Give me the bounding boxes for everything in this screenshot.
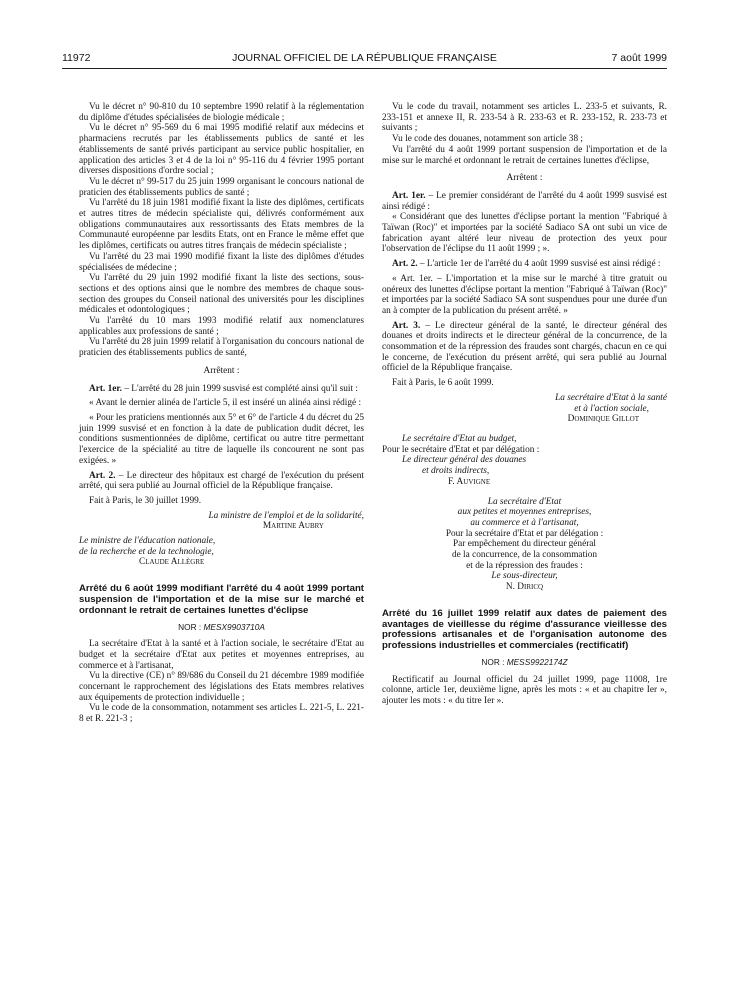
article-2 [79,471,364,492]
left-column [79,102,364,725]
rectificatif-text: Rectificatif au Journal officiel du 24 juillet 1999, page 11008, 1re colonne, article 1er, deuxième ligne, après les mots : « et au chapitre Ier », ajouter les mots : « du titre Ier ». [382,674,667,707]
delegation-line: Pour la secrétaire d'Etat et par délégation : [445,528,604,539]
visa: Vu le décret n° 99-517 du 25 juin 1999 organisant le concours national de praticien des établissements publics de santé ; [79,176,364,198]
article-text: – Le premier considérant de l'arrêté du 4 août 1999 susvisé est ainsi rédigé : [382,190,667,212]
delegation-line: Pour le secrétaire d'Etat et par délégation : [382,444,540,455]
article-quote: « Pour les praticiens mentionnés aux 5° et 6° de l'article 4 du décret du 25 juin 1999 susvisé et en fonction à la date de publication dudit décret, les conditions susmentionnées de diplôme, certificat ou autre titre permettant l'exercice de la spécialité au titre de laquelle ils concourent ne sont pas exigées. » [79,412,364,466]
signatory-name: N. Diricq [505,582,544,593]
article-quote: « Avant le dernier alinéa de l'article 5, il est inséré un alinéa ainsi rédigé : [89,398,362,409]
journal-title: JOURNAL OFFICIEL DE LA RÉPUBLIQUE FRANÇAISE [232,52,497,64]
article-1 [79,384,364,395]
visa: Vu l'arrêté du 23 mai 1990 modifié fixant la liste des diplômes d'études spécialisées de médecine ; [79,251,364,273]
delegation-line: Par empêchement du directeur général [453,539,596,550]
decree-intro: La secrétaire d'Etat à la santé et à l'action sociale, le secrétaire d'Etat au budget et la secrétaire d'Etat aux petites et moyennes entreprises, au commerce et à l'artisanat, [79,639,364,671]
arretent-heading: Arrêtent : [203,365,240,376]
article-text: – Le directeur des hôpitaux est chargé de l'exécution du présent arrêté, qui sera publié au Journal officiel de la République française. [79,470,364,492]
article-quote: « Considérant que des lunettes d'éclipse portant la mention "Fabriqué à Taïwan (Roc)" et importées par la société Sadiaco SA ont subi un vice de fabrication ayant altéré leur niveau de protection des yeux pour l'observation de l'éclipse du 11 août 1999 ; ». [382,212,667,255]
article-label: Art. 3. [392,320,421,331]
arretent-heading: Arrêtent : [506,173,543,184]
signatory-title: et droits indirects, [422,466,490,477]
signatory-title: La secrétaire d'Etat à la santé [555,392,667,403]
signatory-title: La ministre de l'emploi et de la solidarité, [208,510,364,521]
page-number: 11972 [62,52,91,64]
article-2 [382,259,667,270]
nor-code: MESX9903710A [203,621,265,632]
delegation-line: de la concurrence, de la consommation [451,550,598,561]
header-rule [62,68,667,69]
article-label: Art. 2. [89,470,116,481]
visa: Vu l'arrêté du 18 juin 1981 modifié fixant la liste des diplômes, certificats et autres titres de médecin spécialiste qui, délivrés conformément aux obligations communautaires aux ressortissants des Etats membres de la Communauté européenne par lesdits Etats, ont en France le même effet que les diplômes, certificats ou autres titres français de médecin spécialiste ; [79,198,364,252]
visa: Vu le code du travail, notamment ses articles L. 233-5 et suivants, R. 233-151 et annexe II, R. 233-54 à R. 233-63 et R. 233-152, R. 233-73 et suivants ; [382,102,667,134]
decree-title: Arrêté du 16 juillet 1999 relatif aux dates de paiement des avantages de vieillesse du régime d'assurance vieillesse des professions artisanales et de l'organisation autonome des professions industrielles et commerciales (rectificatif) [382,607,667,652]
decree-title: Arrêté du 6 août 1999 modifiant l'arrêté du 4 août 1999 portant suspension de l'importation et de la mise sur le marché et ordonnant le retrait de certaines lunettes d'éclipse [79,583,364,616]
nor-label: NOR : [481,657,507,668]
signatory-title: Le sous-directeur, [491,571,558,582]
visa: Vu le décret n° 90-810 du 10 septembre 1990 relatif à la réglementation du diplôme d'études spécialisées de biologie médicale ; [79,102,364,123]
article-label: Art. 1er. [89,383,122,394]
signatory-title: Le directeur général des douanes [402,455,527,466]
visa: Vu le code de la consommation, notamment ses articles L. 221-5, L. 221-8 et R. 221-3 ; [79,703,364,725]
delegation-line: et de la répression des fraudes : [466,560,583,571]
done-at: Fait à Paris, le 6 août 1999. [392,378,494,389]
visa: Vu le décret n° 95-569 du 6 mai 1995 modifié relatif aux médecins et pharmaciens recrutés par les établissements publics de santé et les établissements de santé privés participant au service public hospitalier, en application des articles 3 et 4 de la loi n° 95-116 du 4 février 1995 portant diverses dispositions d'ordre social ; [79,123,364,177]
signatory-title: Le ministre de l'éducation nationale, [79,536,216,547]
signatory-title: de la recherche et de la technologie, [79,546,214,557]
signatory-title: et à l'action sociale, [574,403,649,414]
article-text: – Le directeur général de la santé, le directeur général des douanes et droits indirects et le directeur général de la concurrence, de la consommation et de la répression des fraudes sont chargés, chacun en ce qui le concerne, de l'exécution du présent arrêté, qui sera publié au Journal officiel de la République française. [382,320,667,374]
visa: Vu l'arrêté du 4 août 1999 portant suspension de l'importation et de la mise sur le marché et ordonnant le retrait de certaines lunettes d'éclipse, [382,144,667,166]
nor-reference [382,657,667,668]
signatory-name: Dominique Gillot [567,414,639,425]
article-quote: « Art. 1er. – L'importation et la mise sur le marché à titre gratuit ou onéreux des lunettes d'éclipse portant la mention "Fabriqué à Taïwan (Roc)" et importées par la société Sadiaco SA sont suspendues pour une durée d'un an à compter de la publication du présent arrêté. » [382,273,667,316]
signature-block [79,511,364,569]
visa: Vu l'arrêté du 10 mars 1993 modifié relatif aux nomenclatures applicables aux professions de santé ; [79,316,364,337]
article-3 [382,321,667,375]
signatory-title: La secrétaire d'Etat [487,496,562,507]
signatory-name: F. Auvigne [448,476,491,487]
signature-block [382,393,667,593]
visa: Vu l'arrêté du 28 juin 1999 relatif à l'organisation du concours national de praticien des établissements publics de santé, [79,337,364,359]
nor-reference [79,622,364,633]
visa: Vu le code des douanes, notamment son article 38 ; [392,134,584,145]
article-label: Art. 2. [392,259,418,270]
signatory-name: Martine Aubry [262,521,324,532]
nor-code: MESS9922174Z [506,657,568,668]
nor-label: NOR : [178,621,204,632]
issue-date: 7 août 1999 [611,52,667,64]
done-at: Fait à Paris, le 30 juillet 1999. [89,495,202,506]
article-label: Art. 1er. [392,190,426,201]
visa: Vu la directive (CE) n° 89/686 du Conseil du 21 décembre 1989 modifiée concernant le rapprochement des législations des Etats membres relatives aux équipements de protection individuelle ; [79,671,364,703]
article-text: – L'arrêté du 28 juin 1999 susvisé est complété ainsi qu'il suit : [121,383,358,394]
signatory-title: au commerce et à l'artisanat, [470,517,579,528]
article-1 [382,191,667,212]
visa: Vu l'arrêté du 29 juin 1992 modifié fixant la liste des sections, sous-sections et des options ainsi que le nombre des membres de chaque sous-section des groupes du Conseil national des universités pour les disciplines médicales et odontologiques ; [79,273,364,316]
signatory-title: Le secrétaire d'Etat au budget, [402,433,517,444]
right-column [382,102,667,707]
signatory-title: aux petites et moyennes entreprises, [457,507,592,518]
signatory-name: Claude Allègre [139,557,205,568]
page-header [62,52,667,66]
article-text: – L'article 1er de l'arrêté du 4 août 1999 susvisé est ainsi rédigé : [417,259,661,270]
